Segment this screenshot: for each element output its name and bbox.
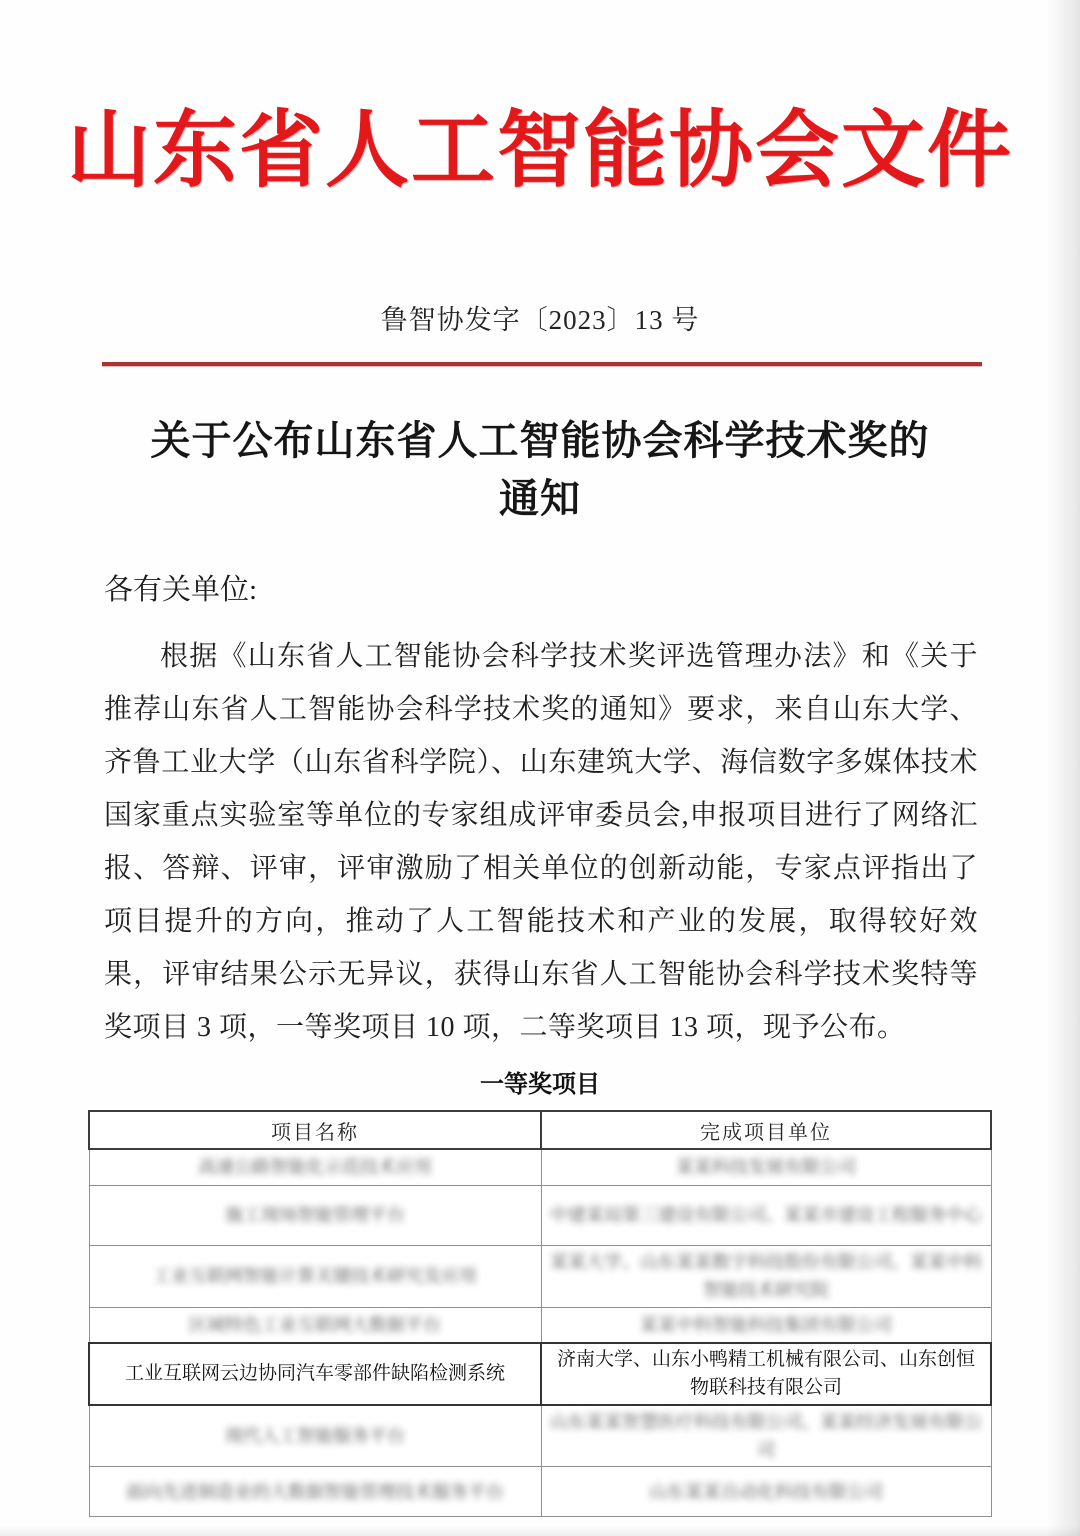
project-text: 工业互联网智能计算关键技术研究及应用	[153, 1266, 477, 1286]
letterhead-title: 山东省人工智能协会文件	[66, 105, 1013, 198]
project-text: 工业互联网云边协同汽车零部件缺陷检测系统	[124, 1363, 505, 1384]
units-cell	[541, 1343, 991, 1405]
units-text: 山东某某智慧医疗科技有限公司、某某经济发展有限公司	[550, 1412, 982, 1460]
salutation: 各有关单位:	[104, 574, 258, 606]
project-cell	[89, 1245, 541, 1307]
project-text: 现代人工智能服务平台	[225, 1426, 405, 1446]
units-text: 某某大学、山东某某数字科技股份有限公司、某某中科智能技术研究院	[550, 1252, 982, 1300]
award-table-header-row	[89, 1111, 991, 1149]
column-header-completing-units: 完成项目单位	[541, 1111, 991, 1149]
scan-edge-bottom	[0, 1526, 1080, 1536]
table-row	[89, 1149, 991, 1185]
units-text: 某某中科智能科技集团有限公司	[640, 1314, 892, 1335]
table-row	[89, 1185, 991, 1245]
project-cell	[89, 1307, 541, 1343]
project-cell	[89, 1405, 541, 1467]
table-row	[89, 1307, 991, 1343]
red-divider-rule	[102, 362, 982, 366]
project-text: 高速公路智能化示范技术应用	[198, 1157, 432, 1178]
table-row	[89, 1343, 991, 1405]
column-header-project-name: 项目名称	[89, 1111, 541, 1149]
project-cell	[89, 1149, 541, 1185]
units-cell	[541, 1307, 991, 1343]
units-text: 济南大学、山东小鸭精工机械有限公司、山东创恒物联科技有限公司	[556, 1349, 975, 1398]
units-cell	[541, 1405, 991, 1467]
document-title	[0, 412, 1080, 528]
project-cell	[89, 1185, 541, 1245]
units-text: 山东某某自动化科技有限公司	[649, 1481, 883, 1502]
units-cell	[541, 1149, 991, 1185]
units-cell	[541, 1467, 991, 1517]
table-row	[89, 1467, 991, 1517]
award-table-body	[89, 1149, 991, 1517]
first-prize-section-label: 一等奖项目	[480, 1071, 600, 1098]
document-number: 鲁智协发字〔2023〕13 号	[380, 305, 700, 335]
document-title-line-1: 关于公布山东省人工智能协会科学技术奖的	[150, 418, 930, 463]
scan-edge-right	[1046, 0, 1080, 1536]
project-text: 面向先进制造业的大数据智能管理技术服务平台	[126, 1481, 504, 1502]
units-cell	[541, 1185, 991, 1245]
units-cell	[541, 1245, 991, 1307]
project-cell	[89, 1467, 541, 1517]
body-paragraph: 根据《山东省人工智能协会科学技术奖评选管理办法》和《关于推荐山东省人工智能协会科学技术奖的通知》要求，来自山东大学、齐鲁工业大学（山东省科学院）、山东建筑大学、海信数字多媒体技术国家重点实验室等单位的专家组成评审委员会,申报项目进行了网络汇报、答辩、评审，评审激励了相关单位的创新动能，专家点评指出了项目提升的方向，推动了人工智能技术和产业的发展，取得较好效果，评审结果公示无异议，获得山东省人工智能协会科学技术奖特等奖项目 3 项，一等奖项目 10 项，二等奖项目 13 项，现予公布。	[104, 641, 978, 1043]
units-text: 中建某局第三建设有限公司、某某市建设工程服务中心	[550, 1205, 982, 1225]
project-text: 区域特色工业互联网大数据平台	[189, 1314, 441, 1335]
project-text: 施工现场智能管理平台	[225, 1205, 405, 1225]
table-row	[89, 1405, 991, 1467]
project-cell	[89, 1343, 541, 1405]
document-title-line-2: 通知	[499, 476, 581, 521]
table-row	[89, 1245, 991, 1307]
units-text: 某某科技发展有限公司	[676, 1157, 856, 1178]
award-table	[88, 1110, 992, 1517]
